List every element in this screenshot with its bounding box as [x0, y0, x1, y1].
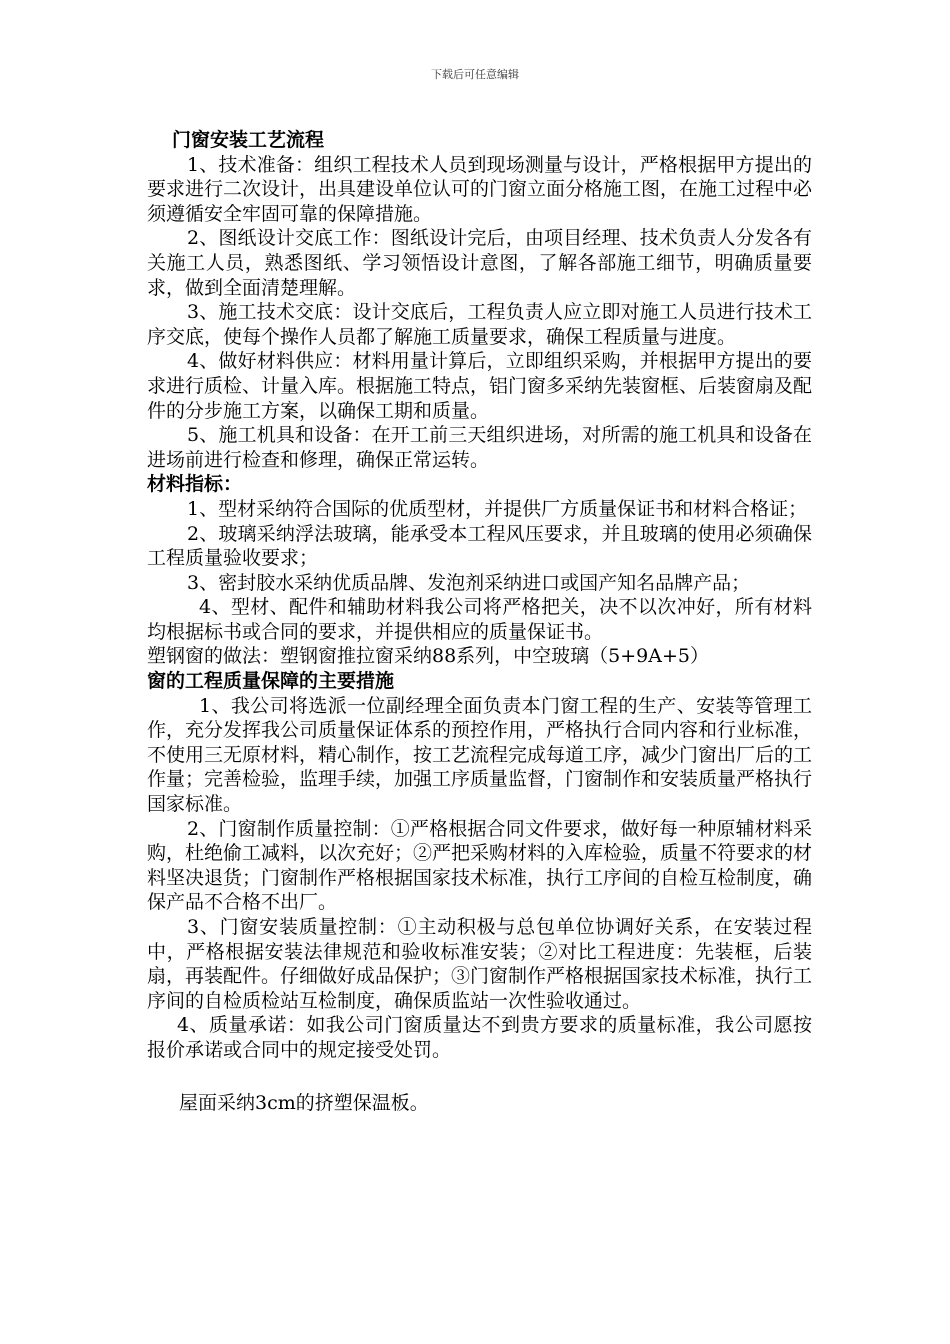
paragraph-equipment: 5、施工机具和设备：在开工前三天组织进场，对所需的施工机具和设备在进场前进行检查和修理，确保正常运转。: [147, 424, 812, 471]
paragraph-quality-control-materials: 4、型材、配件和辅助材料我公司将严格把关，决不以次冲好，所有材料均根据标书或合同的要求，并提供相应的质量保证书。: [147, 596, 812, 643]
paragraph-quality-commitment: 4、质量承诺：如我公司门窗质量达不到贵方要求的质量标准，我公司愿按报价承诺或合同中的规定接受处罚。: [147, 1014, 812, 1061]
section-title-quality-measures: 窗的工程质量保障的主要措施: [147, 670, 395, 693]
paragraph-drawing-briefing: 2、图纸设计交底工作：图纸设计完后，由项目经理、技术负责人分发各有关施工人员，熟悉图纸、学习领悟设计意图，了解各部施工细节，明确质量要求，做到全面清楚理解。: [147, 227, 812, 299]
paragraph-manager: 1、我公司将选派一位副经理全面负责本门窗工程的生产、安装等管理工作，充分发挥我公司质量保证体系的预控作用，严格执行合同内容和行业标准，不使用三无原材料，精心制作，按工艺流程完成每道工序，减少门窗出厂后的工作量；完善检验，监理手续，加强工序质量监督，门窗制作和安装质量严格执行国家标准。: [147, 694, 813, 816]
paragraph-sealant: 3、密封胶水采纳优质品牌、发泡剂采纳进口或国产知名品牌产品；: [187, 571, 751, 594]
paragraph-installation-control: 3、门窗安装质量控制：①主动积极与总包单位协调好关系，在安装过程中，严格根据安装法律规范和验收标准安装；②对比工程进度：先装框，后装扇，再装配件。仔细做好成品保护；③门窗制作严格根据国家技术标准，执行工序间的自检质检站互检制度，确保质监站一次性验收通过。: [147, 916, 813, 1012]
section-title-materials: 材料指标：: [147, 473, 243, 496]
document-body: [147, 128, 812, 1115]
paragraph-material-supply: 4、做好材料供应：材料用量计算后，立即组织采购，并根据甲方提出的要求进行质检、计量入库。根据施工特点，铝门窗多采纳先装窗框、后装窗扇及配件的分步施工方案，以确保工期和质量。: [147, 350, 813, 422]
paragraph-tech-prep: 1、技术准备：组织工程技术人员到现场测量与设计，严格根据甲方提出的要求进行二次设计，出具建设单位认可的门窗立面分格施工图，在施工过程中必须遵循安全牢固可靠的保障措施。: [147, 153, 813, 225]
spacer: [147, 1063, 812, 1091]
section-title-install-process: 门窗安装工艺流程: [172, 129, 325, 151]
paragraph-construction-briefing: 3、施工技术交底：设计交底后，工程负责人应立即对施工人员进行技术工序交底，使每个操作人员都了解施工质量要求，确保工程质量与进度。: [147, 301, 812, 348]
paragraph-window-method: 塑钢窗的做法：塑钢窗推拉窗采纳88系列，中空玻璃（5+9A+5）: [147, 645, 710, 668]
paragraph-production-control: 2、门窗制作质量控制：①严格根据合同文件要求，做好每一种原辅材料采购，杜绝偷工减料，以次充好；②严把采购材料的入库检验，质量不符要求的材料坚决退货；门窗制作严格根据国家技术标准，执行工序间的自检互检制度，确保产品不合格不出厂。: [147, 817, 813, 914]
paragraph-glass: 2、玻璃采纳浮法玻璃，能承受本工程风压要求，并且玻璃的使用必须确保工程质量验收要求；: [147, 522, 812, 570]
page-header: 下载后可任意编辑: [431, 68, 519, 81]
paragraph-roof-insulation: 屋面采纳3cm的挤塑保温板。: [179, 1091, 429, 1114]
paragraph-profiles: 1、型材采纳符合国际的优质型材，并提供厂方质量保证书和材料合格证；: [187, 497, 808, 520]
